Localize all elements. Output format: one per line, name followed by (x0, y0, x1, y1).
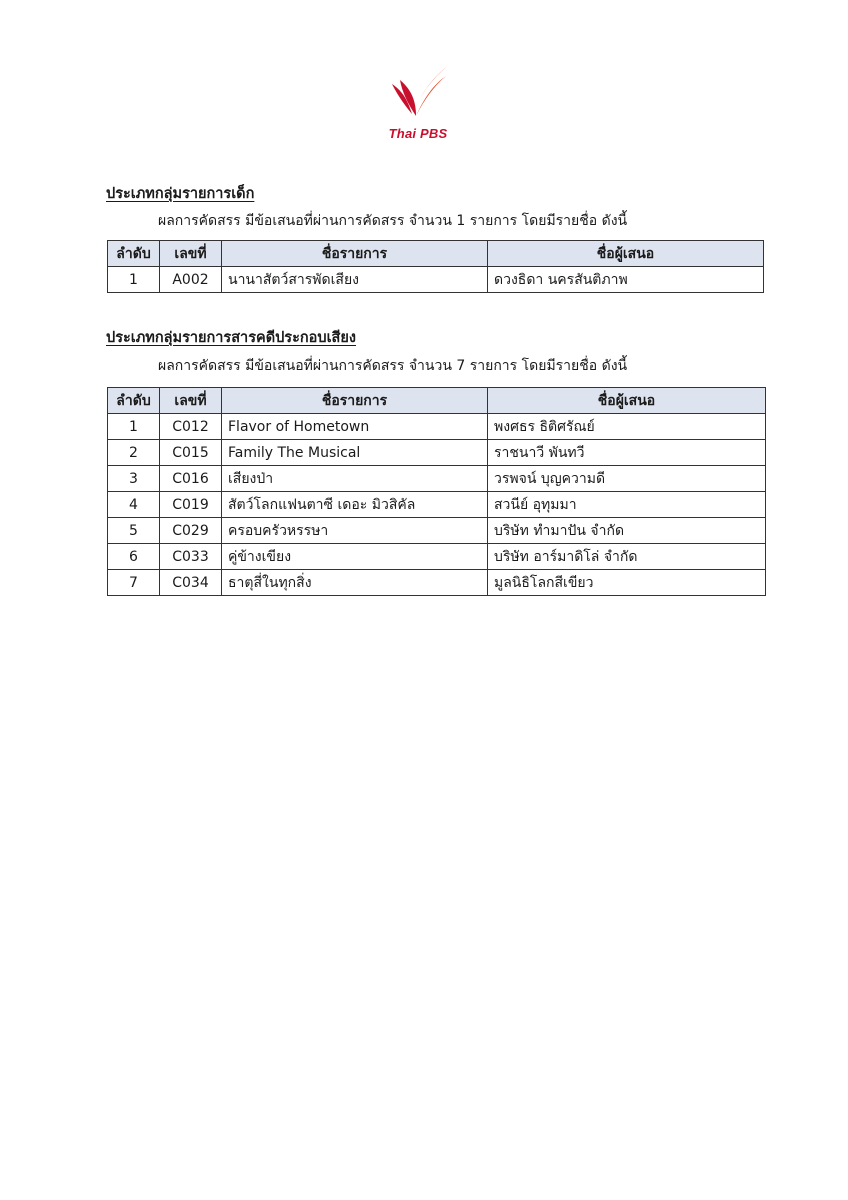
table-header-row (108, 241, 764, 267)
row-title: Flavor of Hometown (222, 414, 488, 440)
row-num: 6 (108, 544, 160, 570)
row-owner: สวนีย์ อุทุมมา (488, 492, 766, 518)
thai-pbs-logo (378, 62, 458, 152)
table-kids (107, 240, 764, 293)
row-num: 4 (108, 492, 160, 518)
header-title: ชื่อรายการ (222, 241, 488, 267)
row-num: 5 (108, 518, 160, 544)
header-title: ชื่อรายการ (222, 388, 488, 414)
row-code: C012 (160, 414, 222, 440)
table-row (108, 518, 766, 544)
header-num: ลำดับ (108, 241, 160, 267)
header-code: เลขที่ (160, 388, 222, 414)
table-documentary (107, 387, 766, 596)
row-num: 7 (108, 570, 160, 596)
row-owner: ดวงธิดา นครสันติภาพ (488, 267, 764, 293)
row-title: ครอบครัวหรรษา (222, 518, 488, 544)
table-row (108, 492, 766, 518)
bird-logo-icon (386, 62, 450, 124)
table-row (108, 544, 766, 570)
row-owner: มูลนิธิโลกสีเขียว (488, 570, 766, 596)
row-owner: ราชนาวี พันทวี (488, 440, 766, 466)
row-owner: บริษัท อาร์มาดิโล่ จำกัด (488, 544, 766, 570)
row-code: C034 (160, 570, 222, 596)
row-title: สัตว์โลกแฟนตาซี เดอะ มิวสิคัล (222, 492, 488, 518)
table-row (108, 570, 766, 596)
table-row (108, 414, 766, 440)
row-owner: พงศธร ธิติศรัณย์ (488, 414, 766, 440)
table-row (108, 440, 766, 466)
row-code: A002 (160, 267, 222, 293)
header-num: ลำดับ (108, 388, 160, 414)
table-row (108, 267, 764, 293)
row-title: คู่ข้างเขียง (222, 544, 488, 570)
header-code: เลขที่ (160, 241, 222, 267)
section-heading-documentary: ประเภทกลุ่มรายการสารคดีประกอบเสียง (106, 330, 356, 346)
header-owner: ชื่อผู้เสนอ (488, 388, 766, 414)
row-code: C015 (160, 440, 222, 466)
table-row (108, 466, 766, 492)
row-num: 1 (108, 414, 160, 440)
row-owner: วรพจน์ บุญความดี (488, 466, 766, 492)
row-code: C019 (160, 492, 222, 518)
section-heading-kids: ประเภทกลุ่มรายการเด็ก (106, 186, 255, 202)
table-header-row (108, 388, 766, 414)
header-owner: ชื่อผู้เสนอ (488, 241, 764, 267)
row-num: 1 (108, 267, 160, 293)
row-code: C016 (160, 466, 222, 492)
row-owner: บริษัท ทำมาปัน จำกัด (488, 518, 766, 544)
section-description-kids: ผลการคัดสรร มีข้อเสนอที่ผ่านการคัดสรร จำนวน 1 รายการ โดยมีรายชื่อ ดังนี้ (158, 213, 628, 229)
row-title: ธาตุสี่ในทุกสิ่ง (222, 570, 488, 596)
logo-text: Thai PBS (388, 126, 448, 141)
row-num: 3 (108, 466, 160, 492)
section-description-documentary: ผลการคัดสรร มีข้อเสนอที่ผ่านการคัดสรร จำนวน 7 รายการ โดยมีรายชื่อ ดังนี้ (158, 358, 628, 374)
row-title: Family The Musical (222, 440, 488, 466)
row-code: C029 (160, 518, 222, 544)
row-title: เสียงป่า (222, 466, 488, 492)
row-title: นานาสัตว์สารพัดเสียง (222, 267, 488, 293)
row-code: C033 (160, 544, 222, 570)
row-num: 2 (108, 440, 160, 466)
